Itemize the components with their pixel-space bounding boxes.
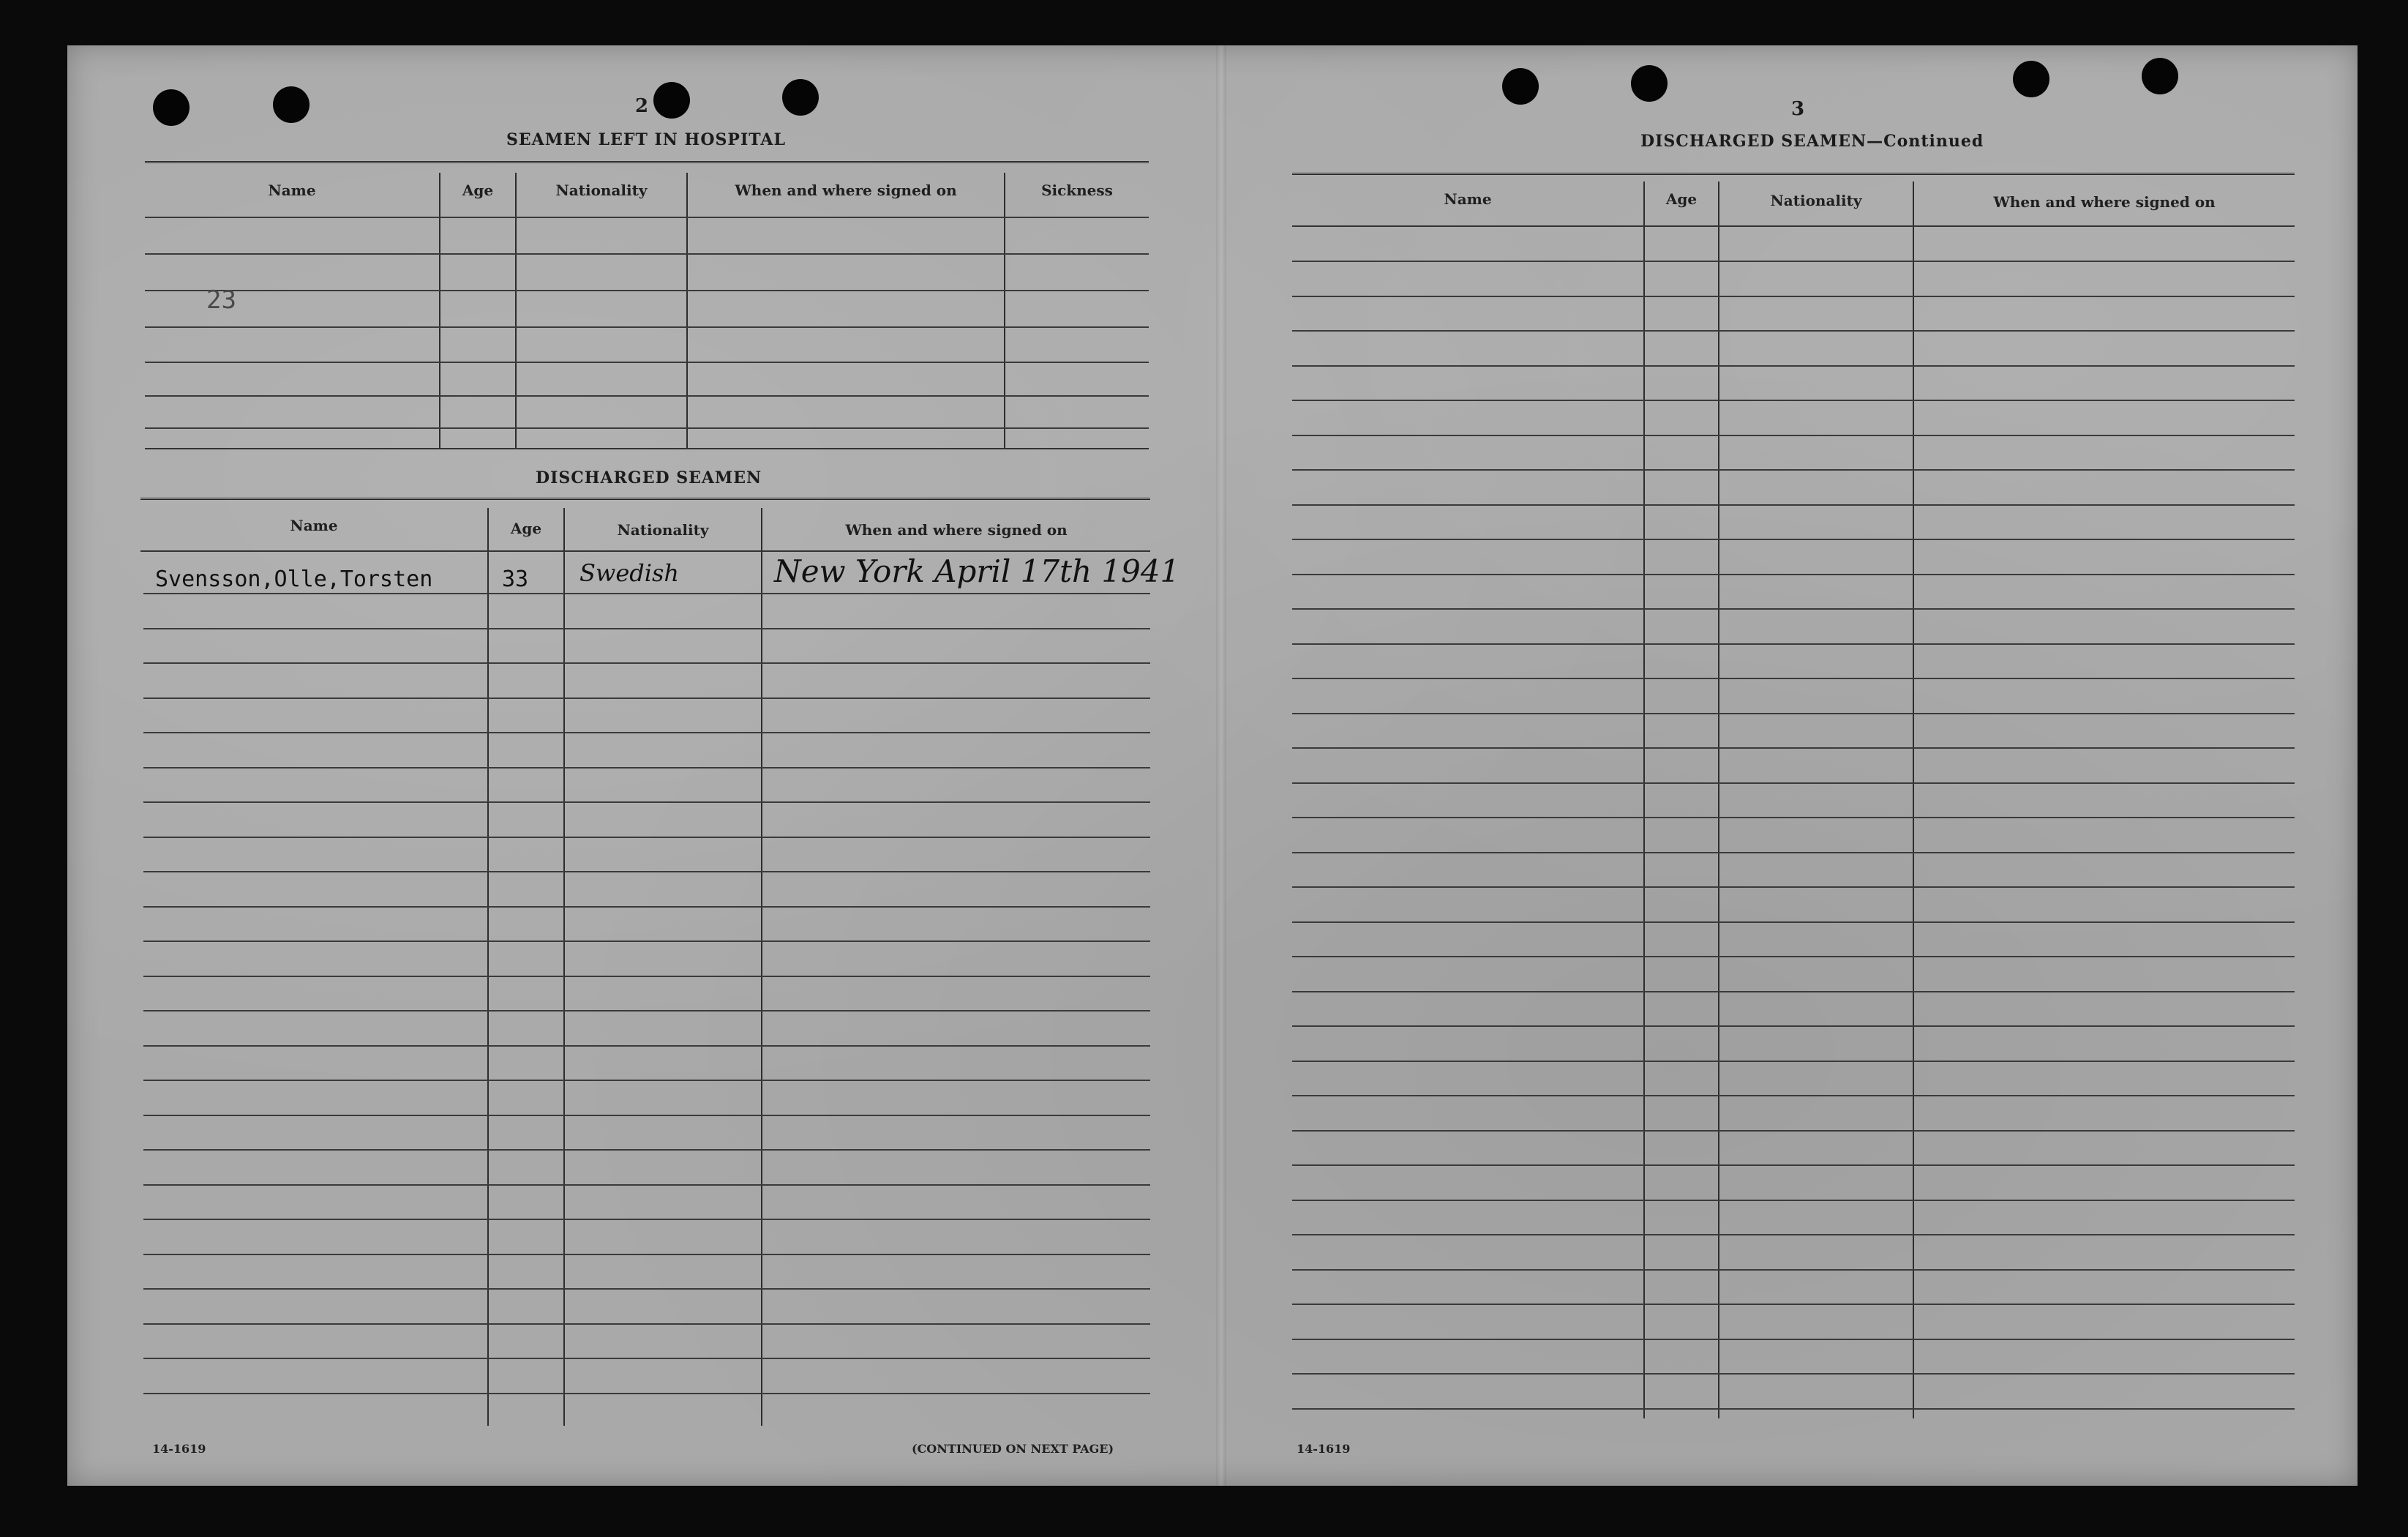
ruled-line — [1292, 1130, 2295, 1132]
ruled-line — [1292, 991, 2295, 992]
ruled-line — [1292, 1408, 2295, 1410]
hospital-bottom-rule — [145, 448, 1149, 449]
seaman-nationality: Swedish — [580, 559, 679, 587]
ruled-line — [143, 1184, 1150, 1186]
hospital-col-age: Age — [462, 182, 494, 199]
ruled-line — [1292, 921, 2295, 923]
ruled-line — [1292, 782, 2295, 784]
number-stamp: 23 — [206, 285, 236, 315]
form-number: 14-1619 — [152, 1442, 206, 1456]
page-number: 3 — [1791, 98, 1805, 120]
ruled-line — [143, 1288, 1150, 1290]
ruled-line — [143, 767, 1150, 768]
ruled-line — [143, 1323, 1150, 1325]
hospital-row-line — [145, 395, 1149, 397]
ruled-line — [1292, 1304, 2295, 1305]
ruled-line — [1292, 886, 2295, 888]
punch-hole — [153, 89, 190, 126]
hospital-section-title: SEAMEN LEFT IN HOSPITAL — [506, 130, 786, 149]
ruled-line — [1292, 1164, 2295, 1166]
ruled-line — [1292, 539, 2295, 540]
seaman-signed-on: New York April 17th 1941 — [774, 553, 1180, 589]
right-col-age: Age — [1665, 190, 1698, 208]
hospital-row-line — [145, 290, 1149, 291]
hospital-divider — [439, 173, 440, 448]
punch-hole — [2142, 58, 2178, 94]
punch-hole — [1631, 65, 1668, 102]
ruled-line — [143, 698, 1150, 699]
ruled-line — [1292, 261, 2295, 262]
discharged-col-age: Age — [510, 520, 542, 537]
ruled-line — [143, 1149, 1150, 1151]
hospital-divider — [515, 173, 517, 448]
ruled-line — [1292, 1234, 2295, 1235]
form-number: 14-1619 — [1297, 1442, 1351, 1456]
hospital-divider — [686, 173, 688, 448]
ruled-line — [143, 801, 1150, 803]
ruled-line — [1292, 504, 2295, 506]
ruled-line — [143, 906, 1150, 908]
discharged-section-title: DISCHARGED SEAMEN — [536, 468, 762, 487]
ruled-line — [143, 662, 1150, 664]
ruled-line — [143, 837, 1150, 838]
discharged-continued-title: DISCHARGED SEAMEN—Continued — [1640, 132, 1984, 151]
ruled-line — [1292, 435, 2295, 436]
page-fold — [1216, 45, 1226, 1486]
continued-note: (CONTINUED ON NEXT PAGE) — [912, 1442, 1114, 1456]
hospital-divider — [1004, 173, 1005, 448]
discharged-header-rule — [140, 550, 1150, 552]
ruled-line — [143, 1358, 1150, 1359]
discharged-top-rule — [140, 498, 1150, 504]
seaman-name: Svensson,Olle,Torsten — [155, 566, 433, 592]
ruled-line — [1292, 296, 2295, 297]
punch-hole — [782, 79, 819, 116]
hospital-row-line — [145, 326, 1149, 328]
hospital-row-line — [145, 253, 1149, 255]
seaman-age: 33 — [502, 566, 529, 592]
ruled-line — [143, 871, 1150, 872]
right-divider — [1718, 182, 1719, 1418]
ruled-line — [1292, 574, 2295, 575]
ruled-line — [143, 1115, 1150, 1116]
hospital-col-name: Name — [268, 182, 316, 199]
ruled-line — [1292, 1095, 2295, 1096]
punch-hole — [653, 82, 690, 119]
ruled-line — [1292, 817, 2295, 818]
ruled-line — [143, 1010, 1150, 1011]
discharged-col-name: Name — [290, 517, 338, 534]
ruled-line — [1292, 400, 2295, 401]
ruled-line — [1292, 1200, 2295, 1201]
hospital-row-line — [145, 427, 1149, 429]
right-col-nationality: Nationality — [1770, 192, 1862, 209]
ruled-line — [143, 940, 1150, 942]
right-divider — [1913, 182, 1914, 1418]
ruled-line — [143, 628, 1150, 629]
right-divider — [1643, 182, 1645, 1418]
page-number: 2 — [635, 95, 649, 117]
ruled-line — [143, 976, 1150, 977]
ruled-line — [143, 1219, 1150, 1220]
punch-hole — [273, 86, 310, 123]
hospital-row-line — [145, 217, 1149, 218]
ruled-line — [143, 732, 1150, 733]
ruled-line — [1292, 956, 2295, 957]
hospital-row-line — [145, 362, 1149, 363]
ruled-line — [1292, 1373, 2295, 1375]
ruled-line — [1292, 1269, 2295, 1271]
ruled-line — [1292, 1061, 2295, 1062]
punch-hole — [2013, 61, 2049, 97]
ruled-line — [1292, 678, 2295, 679]
hospital-col-signed-on: When and where signed on — [735, 182, 957, 199]
ruled-line — [1292, 713, 2295, 714]
right-col-name: Name — [1444, 190, 1492, 208]
ruled-line — [1292, 365, 2295, 367]
ruled-line — [1292, 1339, 2295, 1340]
ruled-line — [1292, 330, 2295, 332]
hospital-top-rule — [145, 161, 1149, 167]
ruled-line — [143, 1080, 1150, 1081]
right-top-rule — [1292, 173, 2295, 179]
ruled-line — [1292, 852, 2295, 853]
ruled-line — [1292, 747, 2295, 749]
ruled-line — [143, 1045, 1150, 1047]
discharged-col-signed-on: When and where signed on — [845, 521, 1068, 539]
hospital-col-nationality: Nationality — [555, 182, 648, 199]
hospital-col-sickness: Sickness — [1041, 182, 1113, 199]
discharged-col-nationality: Nationality — [617, 521, 709, 539]
ruled-line — [1292, 469, 2295, 471]
punch-hole — [1502, 68, 1539, 105]
ruled-line — [143, 593, 1150, 594]
right-header-rule — [1292, 225, 2295, 227]
ruled-line — [1292, 643, 2295, 645]
ruled-line — [1292, 1025, 2295, 1027]
right-col-signed-on: When and where signed on — [1993, 193, 2216, 211]
ruled-line — [1292, 608, 2295, 610]
ruled-line — [143, 1393, 1150, 1394]
ruled-line — [143, 1254, 1150, 1255]
